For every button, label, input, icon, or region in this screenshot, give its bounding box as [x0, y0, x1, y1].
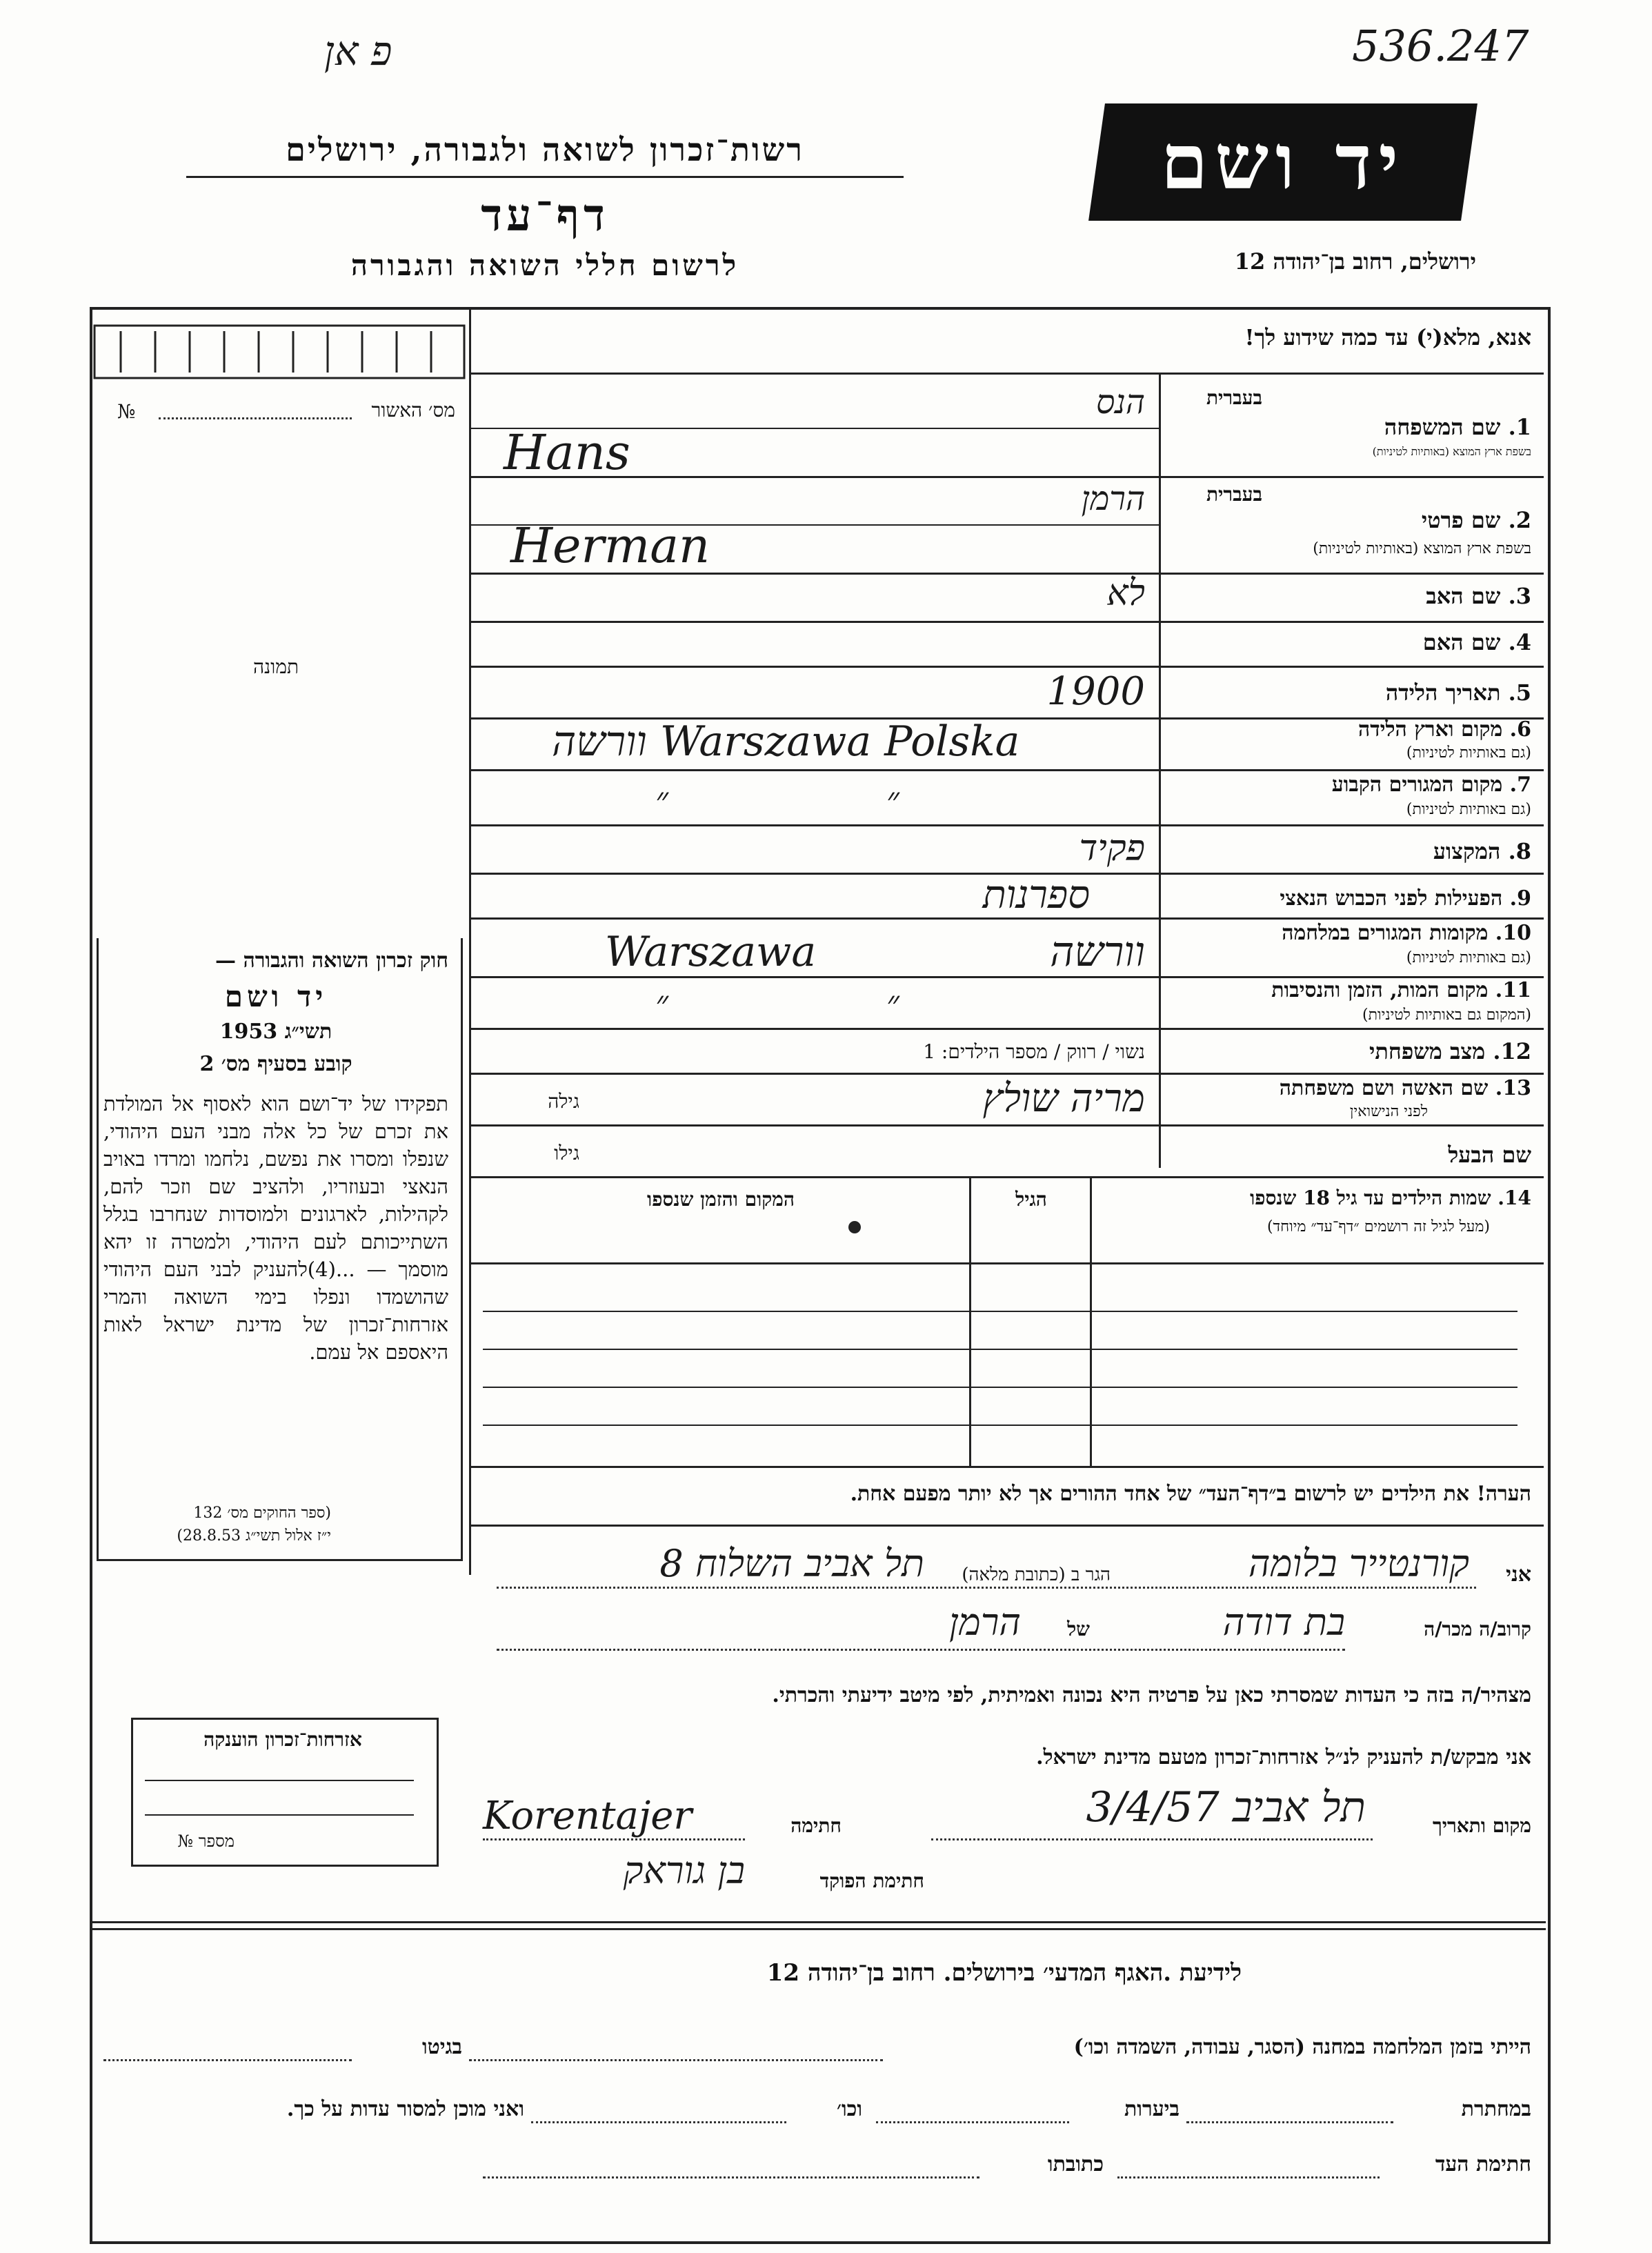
- footer-line3-a: חתימת העד: [1435, 2152, 1531, 2176]
- row-rule: [471, 1028, 1544, 1030]
- children-col-age: הגיל: [1015, 1188, 1047, 1211]
- place-date-value[interactable]: תל אביב 3/4/57: [1086, 1783, 1366, 1832]
- memorial-box-line-1: [145, 1780, 414, 1781]
- officer-value[interactable]: בן גוראק: [623, 1849, 745, 1892]
- field-1-sub: בשפת ארץ המוצא (באותיות לטיניות): [1372, 445, 1531, 458]
- declarant-line-2: [497, 1649, 1345, 1651]
- children-header-rule: [471, 1262, 1544, 1264]
- footer-rule-1: [92, 1921, 1546, 1923]
- row-rule: [471, 769, 1544, 771]
- field-13-label: 13. שם האשה ושם משפחתה: [1279, 1076, 1531, 1100]
- signature-label: חתימה: [790, 1814, 842, 1837]
- footer-line1-fill: [469, 2059, 883, 2061]
- field-11-sub: (המקום גם באותיות לטיניות): [1362, 1006, 1531, 1024]
- field-13-age-label: גילה: [548, 1090, 579, 1113]
- label-column-divider: [1159, 375, 1161, 1168]
- address: ירושלים, רחוב בן־יהודה 12: [1234, 248, 1476, 275]
- field-1-latin-value[interactable]: Hans: [504, 424, 630, 481]
- field-11-value[interactable]: ״ ״: [655, 983, 899, 1023]
- row-rule: [471, 917, 1544, 920]
- field-13-sub: לפני הנישואין: [1349, 1103, 1428, 1120]
- field-10-value[interactable]: וורשה Warszawa: [604, 928, 1145, 976]
- row-rule: [471, 666, 1544, 668]
- declarant-address[interactable]: תל אביב השלוח 8: [659, 1542, 924, 1585]
- declarant-name[interactable]: קורנטייר בלומה: [1248, 1542, 1469, 1585]
- signature-line: [483, 1838, 745, 1840]
- row-rule: [471, 824, 1544, 826]
- footer-line2-end: ואני מוכן למסור עדות על כך.: [286, 2097, 524, 2121]
- field-5-value[interactable]: 1900: [1046, 669, 1145, 714]
- note-line: הערה! את הילדים יש לרשום ב״דף־העד״ של אחד ההורים אך לא יותר מפעם אחת.: [850, 1482, 1531, 1506]
- footer-line2-b-fill: [876, 2121, 1069, 2123]
- children-col-divider-2: [1090, 1176, 1092, 1466]
- row-rule: [471, 1073, 1544, 1075]
- declarant-resides-label: הגר ב (כתובת מלאה): [962, 1565, 1111, 1585]
- of-label: של: [1067, 1618, 1090, 1640]
- footer-title: לידיעת .האגף המדעי׳ בירושלים. רחוב בן־יהודה 12: [766, 1959, 1242, 1987]
- field-1-hebrew-tag: בעברית: [1206, 386, 1262, 409]
- row-rule: [471, 1124, 1544, 1126]
- law-year: תשי״ג 1953: [219, 1020, 332, 1044]
- field-8-label: 8. המקצוע: [1433, 838, 1531, 864]
- children-heading: 14. שמות הילדים עד גיל 18 שנספו: [1250, 1187, 1531, 1209]
- field-2-hebrew-tag: בעברית: [1206, 483, 1262, 506]
- children-row-rule: [483, 1349, 1517, 1350]
- authority-title: רשות־זכרון לשואה ולגבורה, ירושלים: [286, 131, 804, 168]
- corner-note: פ אן: [324, 28, 392, 75]
- corner-archive-number: 536.247: [1352, 21, 1529, 71]
- field-11-label: 11. מקום המות, הזמן והנסיבות: [1271, 978, 1531, 1002]
- place-date-label: מקום ותאריך: [1432, 1814, 1531, 1837]
- field-2-label: 2. שם פרטי: [1421, 507, 1531, 533]
- field-7-sub: (גם באותיות לטיניות): [1406, 801, 1531, 818]
- field-1-label: 1. שם המשפחה: [1384, 414, 1531, 440]
- children-row-rule: [483, 1425, 1517, 1426]
- children-col-divider-1: [969, 1176, 971, 1466]
- photo-label: תמונה: [252, 655, 299, 678]
- footer-line3-b-fill: [483, 2176, 979, 2178]
- declarant-statement: מצהיר/ה בזה כי העדות שמסרתי כאן על פרטיה היא נכונה ואמיתית, לפי מיטב ידיעתי והכרתי.: [772, 1683, 1531, 1707]
- officer-label: חתימת הפוקד: [819, 1869, 924, 1892]
- law-name: יד ושם: [224, 980, 328, 1013]
- signature-value[interactable]: Korentajer: [483, 1794, 693, 1838]
- field-7-value[interactable]: ״ ״: [655, 780, 899, 820]
- children-row-rule: [483, 1311, 1517, 1312]
- field-10-sub: (גם באותיות לטיניות): [1406, 949, 1531, 966]
- declarant-i-label: אני: [1506, 1562, 1531, 1587]
- logo-text: יד ושם: [1160, 117, 1406, 206]
- field-1-hebrew-value[interactable]: הנס: [1095, 383, 1145, 421]
- field-3-value[interactable]: לא: [1106, 573, 1145, 614]
- field-7-label: 7. מקום המגורים הקבוע: [1331, 773, 1531, 797]
- footer-line3-b: כתובתו: [1047, 2152, 1104, 2176]
- top-note-rule: [471, 373, 1544, 375]
- approval-ticks: [93, 324, 466, 379]
- footer-line2-a: במחתרת: [1461, 2097, 1531, 2121]
- law-reference-date: י״ז אלול תשי״ג 28.8.53): [177, 1527, 331, 1545]
- memorial-box-title: אזרחות־זכרון הוענקה: [203, 1728, 362, 1751]
- law-title: חוק זכרון השואה והגבורה —: [215, 949, 448, 973]
- footer-line3-a-fill: [1117, 2176, 1380, 2178]
- children-table-dot: [848, 1221, 861, 1233]
- relation-value[interactable]: בת דודה: [1222, 1600, 1345, 1644]
- children-table-bottom: [471, 1466, 1544, 1468]
- law-reference: (ספר החוקים מס׳ 132: [193, 1505, 331, 1522]
- field-2-sub: בשפת ארץ המוצא (באותיות לטיניות): [1313, 540, 1531, 557]
- field-4-label: 4. שם האם: [1422, 629, 1531, 655]
- children-heading-sub: (מעל לגיל זה רושמים ״דף־עד״ מיוחד): [1266, 1218, 1490, 1235]
- declarant-request: אני מבקש/ת להעניק לנ״ל אזרחות־זכרון מטעם מדינת ישראל.: [1036, 1745, 1531, 1769]
- top-note: אנא, מלא(י) עד כמה שידוע לך!: [1244, 324, 1531, 350]
- field-5-label: 5. תאריך הלידה: [1385, 679, 1531, 706]
- field-2-latin-value[interactable]: Herman: [510, 517, 710, 574]
- memorial-box-line-2: [145, 1814, 414, 1816]
- approval-box: [93, 324, 466, 379]
- approval-no-symbol: №: [117, 400, 136, 423]
- of-value[interactable]: הרמן: [949, 1600, 1021, 1644]
- authority-underline: [186, 176, 904, 178]
- place-date-line: [931, 1838, 1373, 1840]
- children-col-place: המקום והזמן שנספו: [647, 1188, 795, 1211]
- left-panel-divider: [469, 309, 471, 1575]
- field-husband-age-label: גילו: [554, 1142, 579, 1164]
- children-row-rule: [483, 1387, 1517, 1388]
- row-rule: [471, 476, 1544, 478]
- field-3-label: 3. שם האב: [1426, 583, 1531, 609]
- footer-line2-a-fill: [1186, 2121, 1393, 2123]
- footer-line1: הייתי בזמן המלחמה במחנה (הסגר, עבודה, השמדה וכו׳): [1073, 2035, 1531, 2059]
- field-6-label: 6. מקום וארץ הלידה: [1357, 717, 1531, 742]
- note-rule: [471, 1525, 1544, 1527]
- footer-line2-c-fill: [531, 2121, 786, 2123]
- form-subtitle: לרשום חללי השואה והגבורה: [350, 248, 739, 282]
- footer-rule-2: [92, 1928, 1546, 1930]
- law-clause: קובע בסעיף מס׳ 2: [199, 1052, 352, 1076]
- field-9-label: 9. הפעילות לפני הכבוש הנאצי: [1280, 886, 1531, 911]
- footer-line2-c: וכו׳: [837, 2097, 862, 2121]
- field-12-label: 12. מצב משפחתי: [1369, 1038, 1531, 1064]
- declarant-line-1: [497, 1587, 1476, 1589]
- field-12-value[interactable]: נשוי / רווק / מספר הילדים: 1: [923, 1040, 1145, 1063]
- field-2-hebrew-value[interactable]: הרמן: [1081, 479, 1145, 518]
- field-9-value[interactable]: ספרנות: [982, 873, 1090, 917]
- yad-vashem-logo: [1088, 103, 1477, 221]
- field-husband-label: שם הבעל: [1448, 1142, 1531, 1168]
- law-text: תפקידו של יד־ושם הוא לאסוף אל המולדת את זכרם של כל אלה מבני העם היהודי, שנפלו ומסרו את נפשם, נלחמו ומרדו באויב הנאצי ובעוזריו, ולהציב שם וזכר להם, לקהילות, לארגונים ולמוסדות שנחרבו בגלל השתייכותם לעם היהודי, ולמטרה זו יהא מוסמך — ...(4)להעניק לבני העם היהודי שהושמדו ונפלו בימי השואה והמרי אזרחות־זכרון של מדינת ישראל לאות היאספם אל עמם.: [103, 1092, 448, 1364]
- approval-no-label: מס׳ האשור: [371, 399, 455, 421]
- field-8-value[interactable]: פקיד: [1079, 828, 1145, 869]
- row-rule: [471, 621, 1544, 623]
- relation-label: קרוב/ה מכר/ה: [1424, 1618, 1531, 1640]
- field-10-label: 10. מקומות המגורים במלחמה: [1282, 921, 1531, 945]
- memorial-box-number: מספר №: [177, 1832, 235, 1851]
- field-13-value[interactable]: מריה שולץ: [982, 1076, 1145, 1121]
- footer-line1-end: בגיטו: [421, 2035, 462, 2059]
- field-6-sub: (גם באותיות לטיניות): [1406, 744, 1531, 762]
- row-rule: [471, 1176, 1544, 1178]
- footer-line1-end-fill: [103, 2059, 352, 2061]
- footer-line2-b: ביערות: [1124, 2097, 1180, 2121]
- field-6-value[interactable]: וורשה Warszawa Polska: [552, 717, 1020, 766]
- form-title: דף־עד: [481, 190, 609, 241]
